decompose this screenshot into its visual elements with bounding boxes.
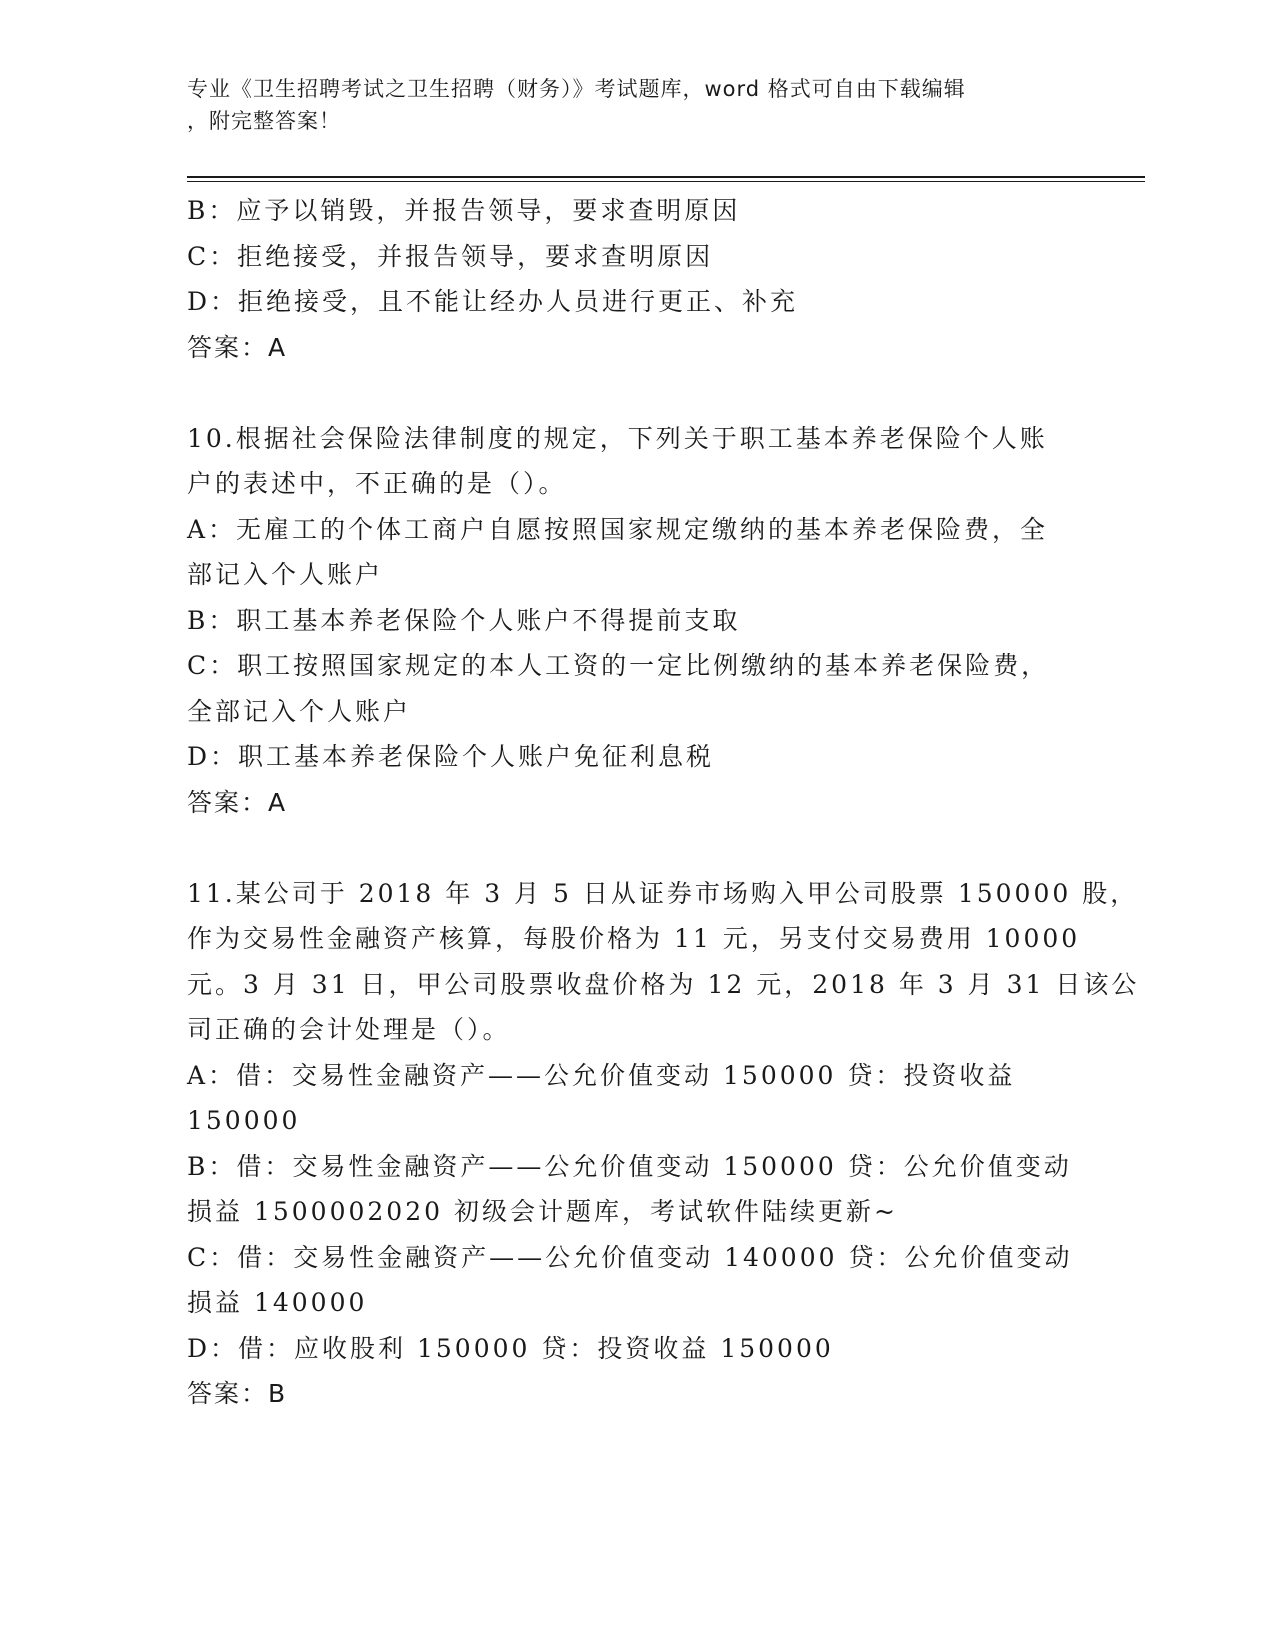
header-line-2: ，附完整答案！: [187, 109, 341, 133]
option-c-continued: 全部记入个人账户: [187, 696, 412, 726]
answer: 答案：A: [187, 787, 288, 817]
option-a: A：无雇工的个体工商户自愿按照国家规定缴纳的基本养老保险费，全: [187, 514, 1049, 544]
option-b: B：应予以销毁，并报告领导，要求查明原因: [187, 196, 741, 225]
option-d: D：拒绝接受，且不能让经办人员进行更正、补充: [187, 287, 799, 316]
header-line-1: 专业《卫生招聘考试之卫生招聘（财务）》考试题库，word 格式可自由下载编辑: [187, 77, 966, 101]
option-c: C：职工按照国家规定的本人工资的一定比例缴纳的基本养老保险费，: [187, 651, 1050, 680]
question-stem-line: 元。3 月 31 日，甲公司股票收盘价格为 12 元，2018 年 3 月 31 日该公: [187, 969, 1140, 999]
question-10: [187, 416, 1087, 826]
question-9-continued: [187, 188, 1087, 370]
answer: 答案：A: [187, 332, 288, 362]
option-a-continued: 150000: [187, 1106, 301, 1135]
question-11: [187, 871, 1140, 1417]
question-stem-line: 10.根据社会保险法律制度的规定，下列关于职工基本养老保险个人账: [187, 423, 1048, 453]
option-d: D：职工基本养老保险个人账户免征利息税: [187, 742, 715, 771]
option-b: B：借：交易性金融资产——公允价值变动 150000 贷：公允价值变动: [187, 1151, 1072, 1181]
option-b: B：职工基本养老保险个人账户不得提前支取: [187, 605, 741, 635]
option-a: A：借：交易性金融资产——公允价值变动 150000 贷：投资收益: [187, 1060, 1016, 1090]
header-rule-thin: [187, 181, 1145, 182]
answer: 答案：B: [187, 1379, 288, 1408]
option-b-continued: 损益 1500002020 初级会计题库，考试软件陆续更新~: [187, 1197, 898, 1226]
option-c: C：拒绝接受，并报告领导，要求查明原因: [187, 241, 714, 271]
question-stem-line: 作为交易性金融资产核算，每股价格为 11 元，另支付交易费用 10000: [187, 924, 1081, 953]
question-stem-line: 户的表述中，不正确的是（）。: [187, 469, 567, 498]
spacer: [187, 370, 1087, 416]
header-rule-thick: [187, 176, 1145, 178]
document-body: [187, 188, 1140, 1417]
option-a-continued: 部记入个人账户: [187, 560, 384, 589]
question-stem-line: 司正确的会计处理是（）。: [187, 1015, 511, 1044]
option-c: C：借：交易性金融资产——公允价值变动 140000 贷：公允价值变动: [187, 1242, 1073, 1272]
option-d: D：借：应收股利 150000 贷：投资收益 150000: [187, 1333, 834, 1363]
document-header: [187, 73, 1087, 137]
option-c-continued: 损益 140000: [187, 1288, 368, 1317]
question-stem-line: 11.某公司于 2018 年 3 月 5 日从证券市场购入甲公司股票 150000 股，: [187, 878, 1139, 908]
spacer: [187, 825, 1087, 871]
